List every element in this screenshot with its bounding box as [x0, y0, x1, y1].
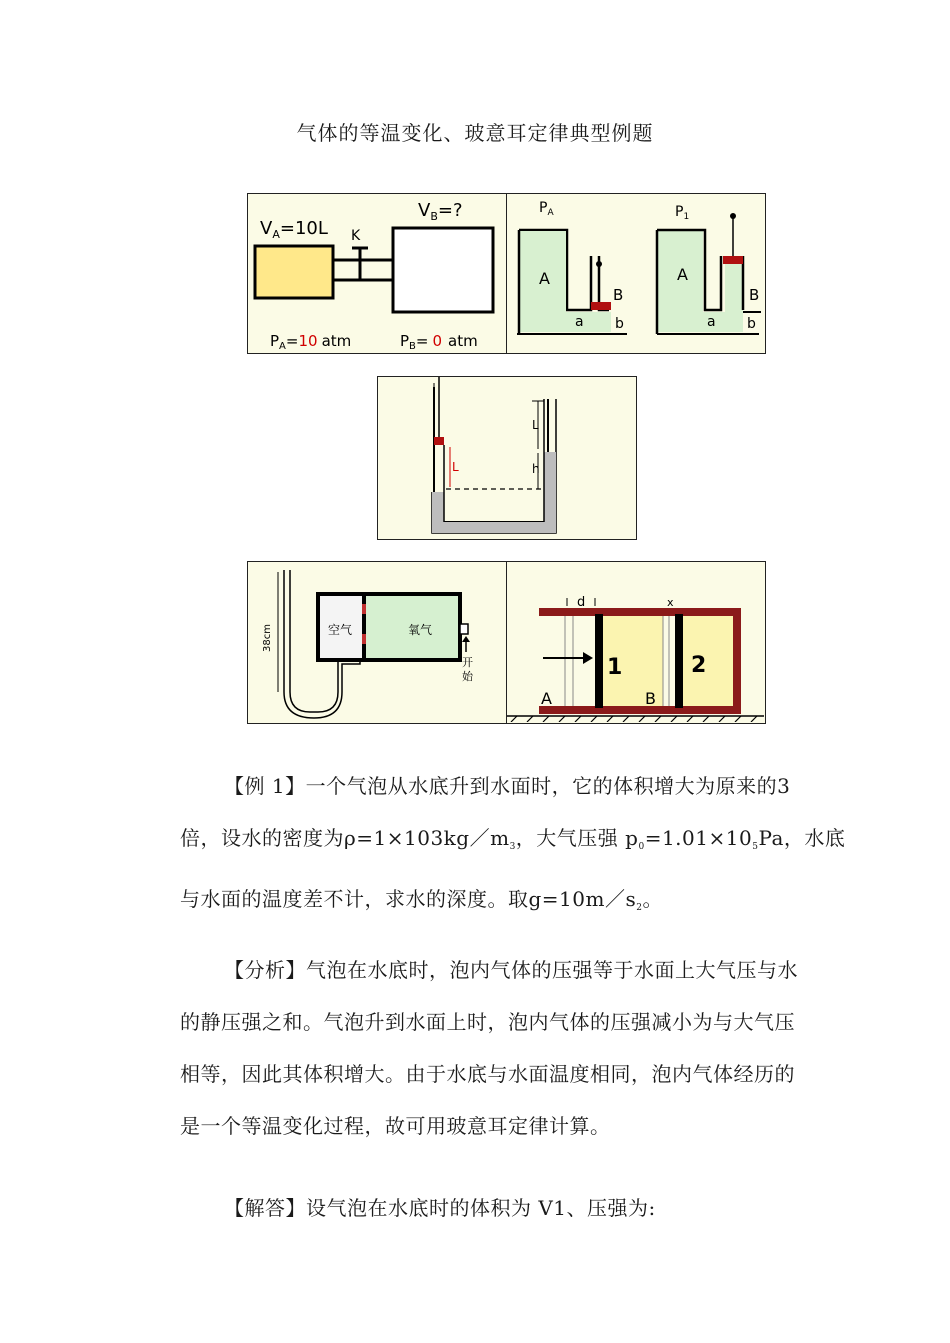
svg-text:VA=10L: $V_A=10L$	[260, 218, 328, 241]
svg-text:始: 始	[462, 670, 473, 683]
svg-text:B: B	[749, 286, 760, 304]
svg-text:PB=0atm: $P_B= 0$ atm	[400, 332, 478, 352]
svg-text:PA=10atm: $P_A=10$ atm	[270, 332, 352, 352]
svg-text:开: 开	[462, 656, 473, 669]
figure-valve-containers	[247, 193, 507, 354]
svg-text:A: A	[539, 269, 550, 288]
page-title: 气体的等温变化、玻意耳定律典型例题	[296, 121, 654, 145]
svg-text:L: L	[452, 460, 459, 474]
svg-text:h: h	[532, 462, 540, 476]
svg-text:氧气: 氧气	[408, 623, 433, 637]
answer-tag: 【解答】	[224, 1196, 306, 1220]
analysis: 【分析】气泡在水底时，泡内气体的压强等于水面上大气压与水 的静压强之和。气泡升到水面上时，泡内气体的压强减小为与大气压 相等，因此其体积增大。由于水底与水面温度相同，泡内气体经历的 是一个等温变化过程，故可用玻意耳定律计算。	[180, 958, 798, 1138]
svg-text:A: A	[541, 689, 552, 708]
svg-text:b: b	[615, 316, 624, 332]
example-tag: 【例 1】	[224, 774, 306, 798]
svg-text:L: L	[532, 418, 539, 432]
svg-text:空气: 空气	[328, 623, 353, 637]
svg-text:K: K	[351, 228, 361, 244]
svg-text:d: d	[577, 595, 586, 610]
svg-text:a: a	[707, 314, 716, 330]
svg-text:P1: $P_1$	[675, 204, 690, 222]
svg-text:B: B	[613, 286, 624, 304]
svg-text:b: b	[747, 316, 756, 332]
example-1: 【例 1】一个气泡从水底升到水面时，它的体积增大为原来的3 倍，设水的密度为$\rho=1\times 103kg/m_3$，大气压强 $p_0=1.01\times 10_5Pa$，水底 与水面的温度差不计，求水的深度。取$g=10m/s_2$。	[180, 774, 846, 913]
svg-text:B: B	[645, 689, 656, 708]
figure-u-tube	[377, 376, 637, 540]
svg-text:VB=?: $V_B=$?	[418, 200, 463, 223]
svg-text:1: 1	[607, 655, 623, 680]
answer: 【解答】设气泡在水底时的体积为 V1、压强为:	[224, 1196, 656, 1220]
svg-text:2: 2	[691, 653, 707, 678]
figure-cylinder-pistons	[506, 561, 766, 724]
svg-text:A: A	[677, 265, 688, 284]
figure-manometer-container	[247, 561, 507, 724]
svg-text:x: x	[667, 596, 674, 609]
figure-communicating-vessels	[506, 193, 766, 354]
svg-text:PA: $P_A$	[539, 200, 554, 218]
analysis-tag: 【分析】	[224, 958, 306, 982]
svg-text:38cm: 38cm	[262, 624, 273, 652]
svg-text:a: a	[575, 314, 584, 330]
